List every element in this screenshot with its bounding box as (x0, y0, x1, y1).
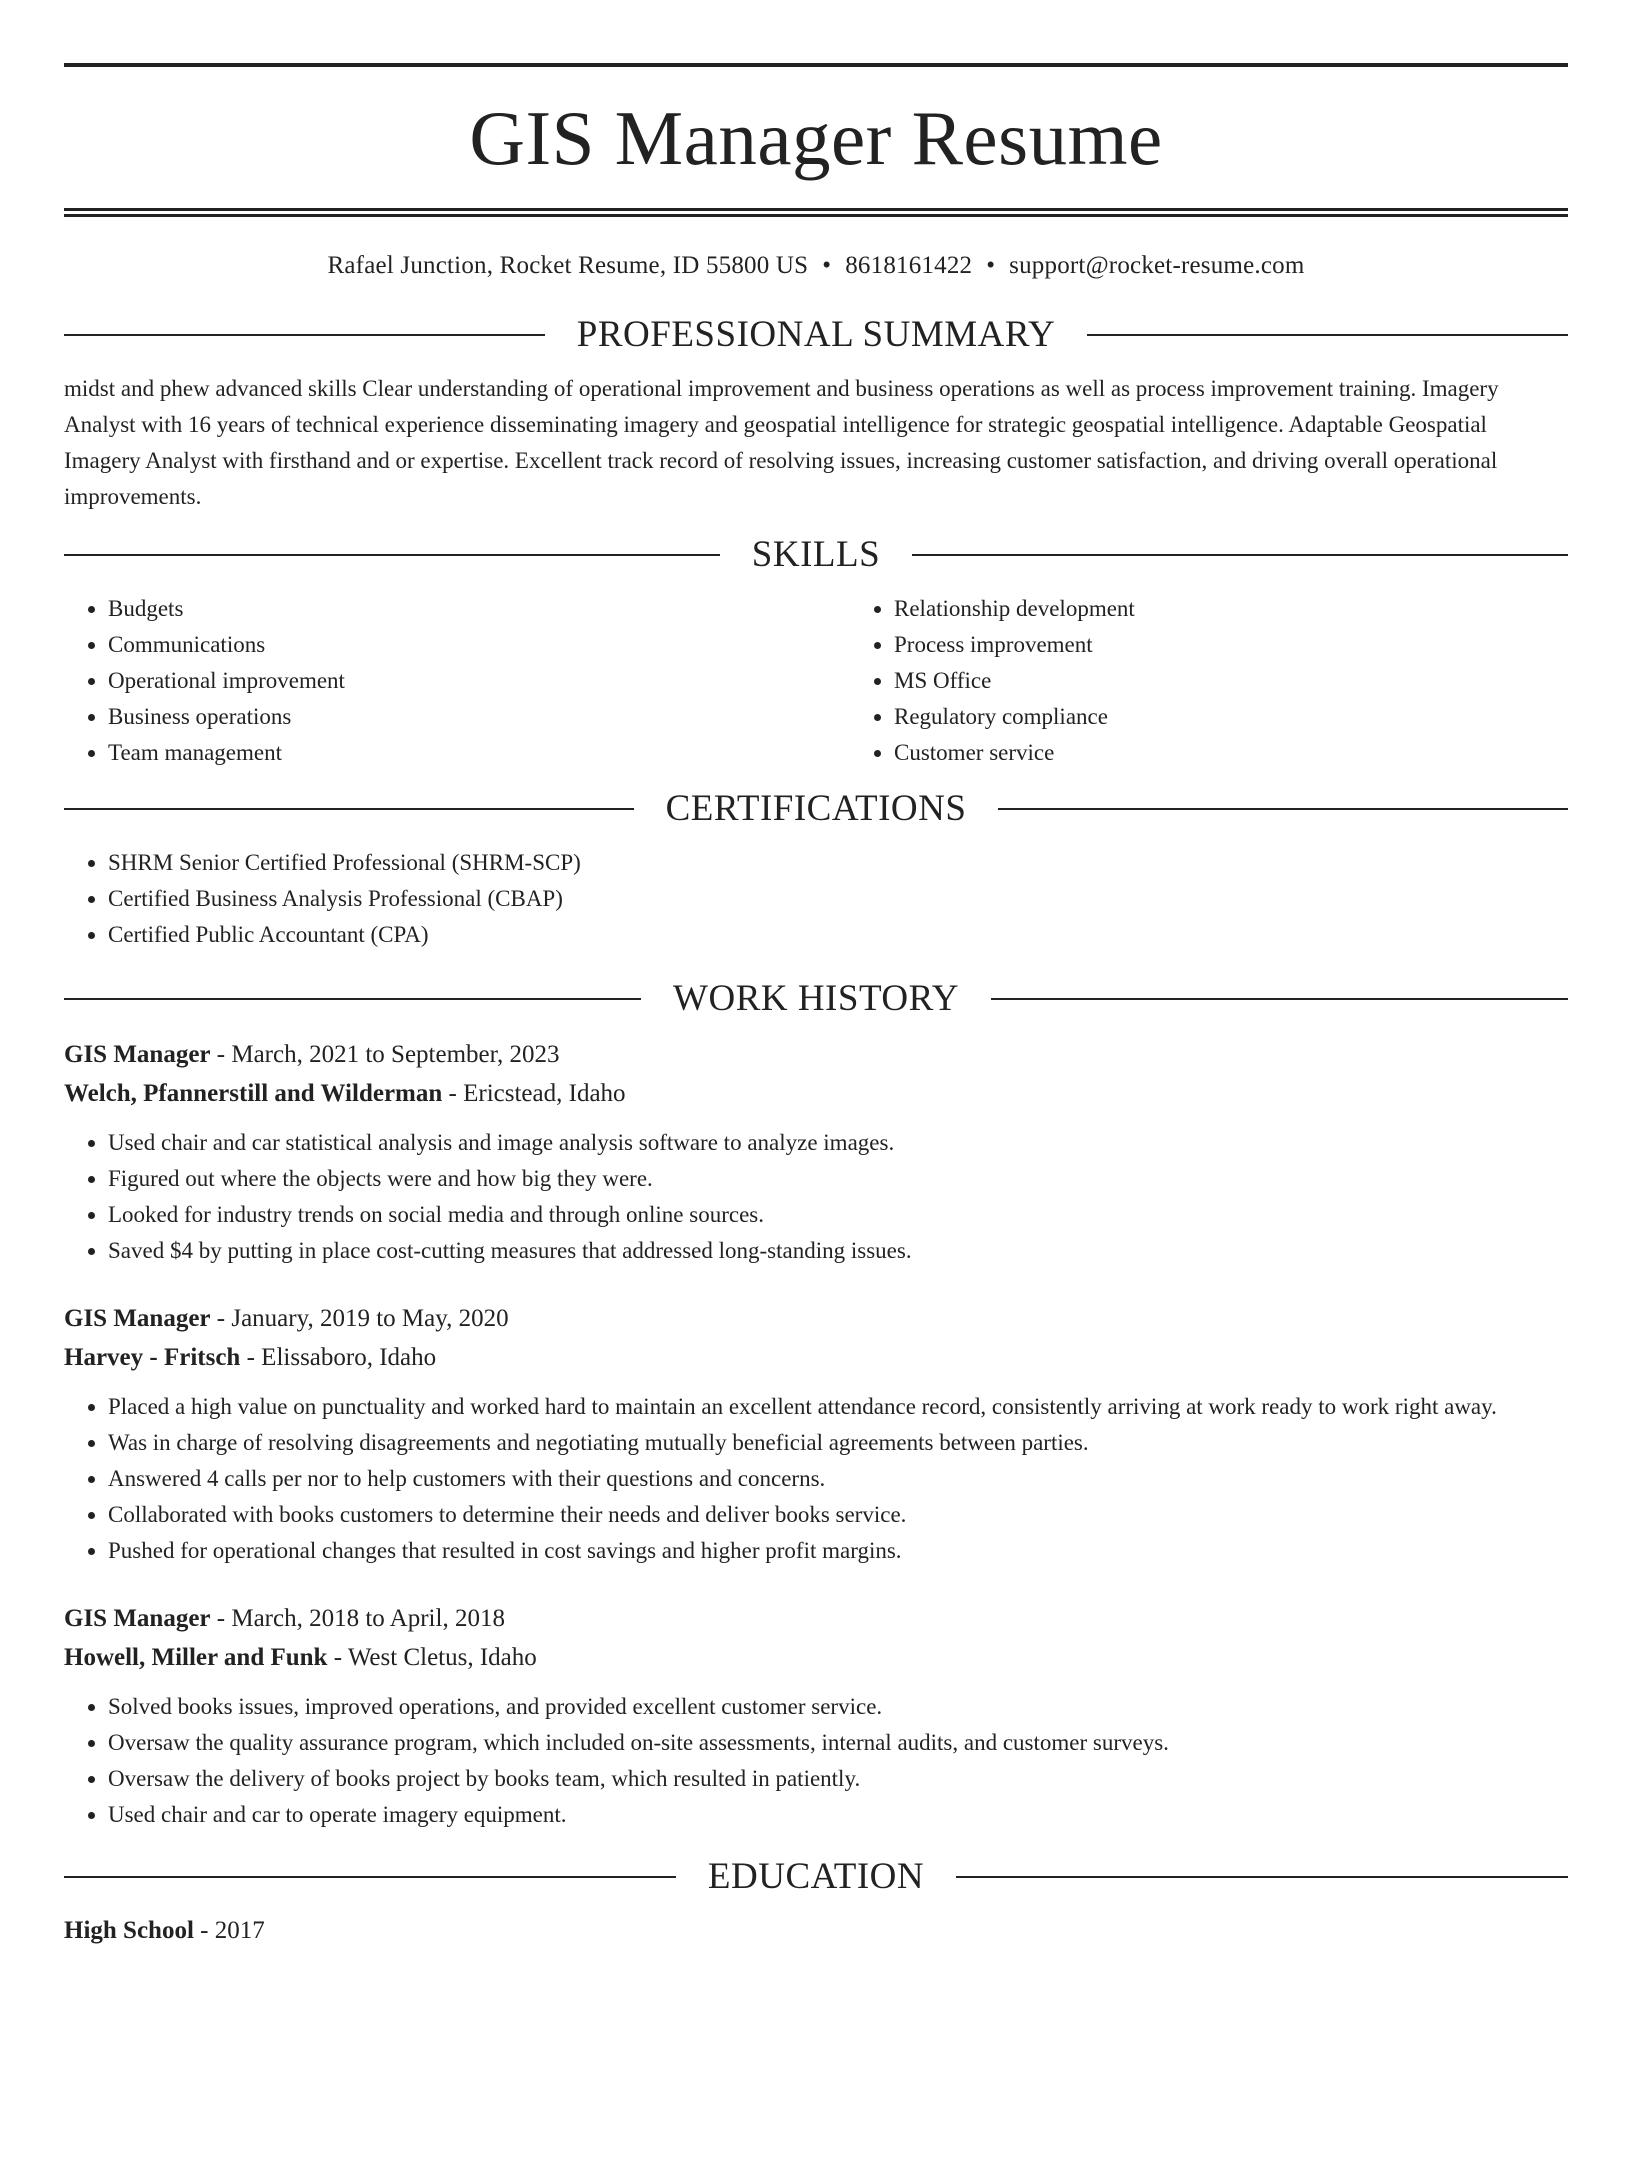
education-heading: EDUCATION (707, 1856, 925, 1897)
job-bullet: • Pushed for operational changes that resulted in cost savings and higher profit margins. (108, 1533, 1568, 1569)
top-rule (64, 63, 1568, 67)
skills-section-header (64, 533, 1568, 577)
skill-item: • Customer service (894, 735, 1632, 771)
job-location: West Cletus, Idaho (347, 1644, 537, 1671)
contact-separator: • (986, 252, 996, 279)
job-title-line (64, 1599, 1568, 1638)
section-rule-right (998, 808, 1568, 810)
work-section-header (64, 977, 1568, 1021)
education-year: 2017 (214, 1917, 265, 1944)
job-bullet: • Oversaw the quality assurance program, which included on-site assessments, internal audits, and customer surveys. (108, 1725, 1568, 1761)
job-location: Ericstead, Idaho (463, 1080, 626, 1107)
job-dash: - (327, 1644, 348, 1671)
job-location: Elissaboro, Idaho (261, 1344, 437, 1371)
job-bullets (64, 1389, 1568, 1569)
skill-item: • Budgets (108, 591, 850, 627)
job-bullet: • Looked for industry trends on social media and through online sources. (108, 1197, 1568, 1233)
summary-heading: PROFESSIONAL SUMMARY (576, 314, 1056, 355)
job-bullet: • Collaborated with books customers to determine their needs and deliver books service. (108, 1497, 1568, 1533)
summary-text: midst and phew advanced skills Clear understanding of operational improvement and business operations as well as process improvement training. Imagery Analyst with 16 years of technical experience disseminating imagery and geospatial intelligence for strategic geospatial intelligence. Adaptable Geospatial Imagery Analyst with firsthand and or expertise. Excellent track record of resolving issues, increasing customer satisfaction, and driving overall operational improvements. (64, 376, 1499, 509)
job-company: Welch, Pfannerstill and Wilderman (64, 1080, 443, 1107)
contact-line (64, 250, 1568, 282)
skill-item: • Relationship development (894, 591, 1632, 627)
section-rule-right (956, 1876, 1568, 1878)
skills-heading: SKILLS (751, 534, 881, 575)
section-rule-left (64, 998, 641, 1000)
job-dates: March, 2021 to September, 2023 (231, 1041, 560, 1068)
section-rule-right (991, 998, 1568, 1000)
job-entry (64, 1299, 1568, 1569)
skills-column-right (850, 591, 1632, 771)
job-company-line (64, 1638, 1568, 1677)
section-rule-left (64, 1876, 676, 1878)
job-dates: March, 2018 to April, 2018 (231, 1605, 505, 1632)
job-title-line (64, 1299, 1568, 1338)
certification-item: • SHRM Senior Certified Professional (SHRM-SCP) (108, 845, 1568, 881)
job-company-line (64, 1338, 1568, 1377)
skill-item: • Operational improvement (108, 663, 850, 699)
job-bullet: • Answered 4 calls per nor to help customers with their questions and concerns. (108, 1461, 1568, 1497)
certification-item: • Certified Public Accountant (CPA) (108, 917, 1568, 953)
job-bullet: • Solved books issues, improved operations, and provided excellent customer service. (108, 1689, 1568, 1725)
job-title-line (64, 1035, 1568, 1074)
job-entry (64, 1599, 1568, 1833)
skill-item: • Process improvement (894, 627, 1632, 663)
contact-email: support@rocket-resume.com (1009, 252, 1305, 279)
job-bullet: • Was in charge of resolving disagreements and negotiating mutually beneficial agreements between parties. (108, 1425, 1568, 1461)
job-bullet: • Saved $4 by putting in place cost-cutting measures that addressed long-standing issues. (108, 1233, 1568, 1269)
contact-separator: • (822, 252, 832, 279)
section-rule-left (64, 554, 720, 556)
work-heading: WORK HISTORY (673, 978, 959, 1019)
skill-item: • Team management (108, 735, 850, 771)
job-company-line (64, 1074, 1568, 1113)
certifications-list (64, 845, 1568, 953)
job-bullet: • Used chair and car to operate imagery equipment. (108, 1797, 1568, 1833)
job-bullets (64, 1689, 1568, 1833)
job-entry (64, 1035, 1568, 1269)
section-rule-right (912, 554, 1568, 556)
job-dash: - (240, 1344, 262, 1371)
certification-item: • Certified Business Analysis Professional (CBAP) (108, 881, 1568, 917)
job-title: GIS Manager (64, 1305, 211, 1332)
resume-page (0, 63, 1632, 2175)
job-bullet: • Placed a high value on punctuality and worked hard to maintain an excellent attendance record, consistently arriving at work ready to work right away. (108, 1389, 1568, 1425)
section-rule-left (64, 808, 634, 810)
education-dash: - (193, 1917, 215, 1944)
job-bullets (64, 1125, 1568, 1269)
section-rule-right (1087, 334, 1568, 336)
certifications-section-header (64, 787, 1568, 831)
summary-section-header (64, 313, 1568, 357)
job-dash: - (442, 1080, 464, 1107)
education-entry (64, 1911, 1568, 1950)
skill-item: • Business operations (108, 699, 850, 735)
skill-item: • Communications (108, 627, 850, 663)
job-bullet: • Figured out where the objects were and how big they were. (108, 1161, 1568, 1197)
contact-phone: 8618161422 (845, 252, 973, 279)
job-title: GIS Manager (64, 1605, 211, 1632)
job-bullet: • Oversaw the delivery of books project by books team, which resulted in patiently. (108, 1761, 1568, 1797)
certifications-heading: CERTIFICATIONS (665, 788, 967, 829)
skill-item: • Regulatory compliance (894, 699, 1632, 735)
education-degree: High School (64, 1917, 194, 1944)
job-dash: - (210, 1605, 232, 1632)
job-dash: - (210, 1305, 232, 1332)
title-double-rule (64, 208, 1568, 217)
job-company: Howell, Miller and Funk (64, 1644, 328, 1671)
skills-list (64, 591, 1568, 771)
skill-item: • MS Office (894, 663, 1632, 699)
section-rule-left (64, 334, 545, 336)
job-bullet: • Used chair and car statistical analysis and image analysis software to analyze images. (108, 1125, 1568, 1161)
job-dash: - (210, 1041, 232, 1068)
education-section-header (64, 1855, 1568, 1899)
job-title: GIS Manager (64, 1041, 211, 1068)
job-dates: January, 2019 to May, 2020 (231, 1305, 509, 1332)
resume-title: GIS Manager Resume (469, 95, 1163, 181)
contact-address: Rafael Junction, Rocket Resume, ID 55800 US (327, 252, 809, 279)
job-company: Harvey - Fritsch (64, 1344, 241, 1371)
skills-column-left (64, 591, 850, 771)
